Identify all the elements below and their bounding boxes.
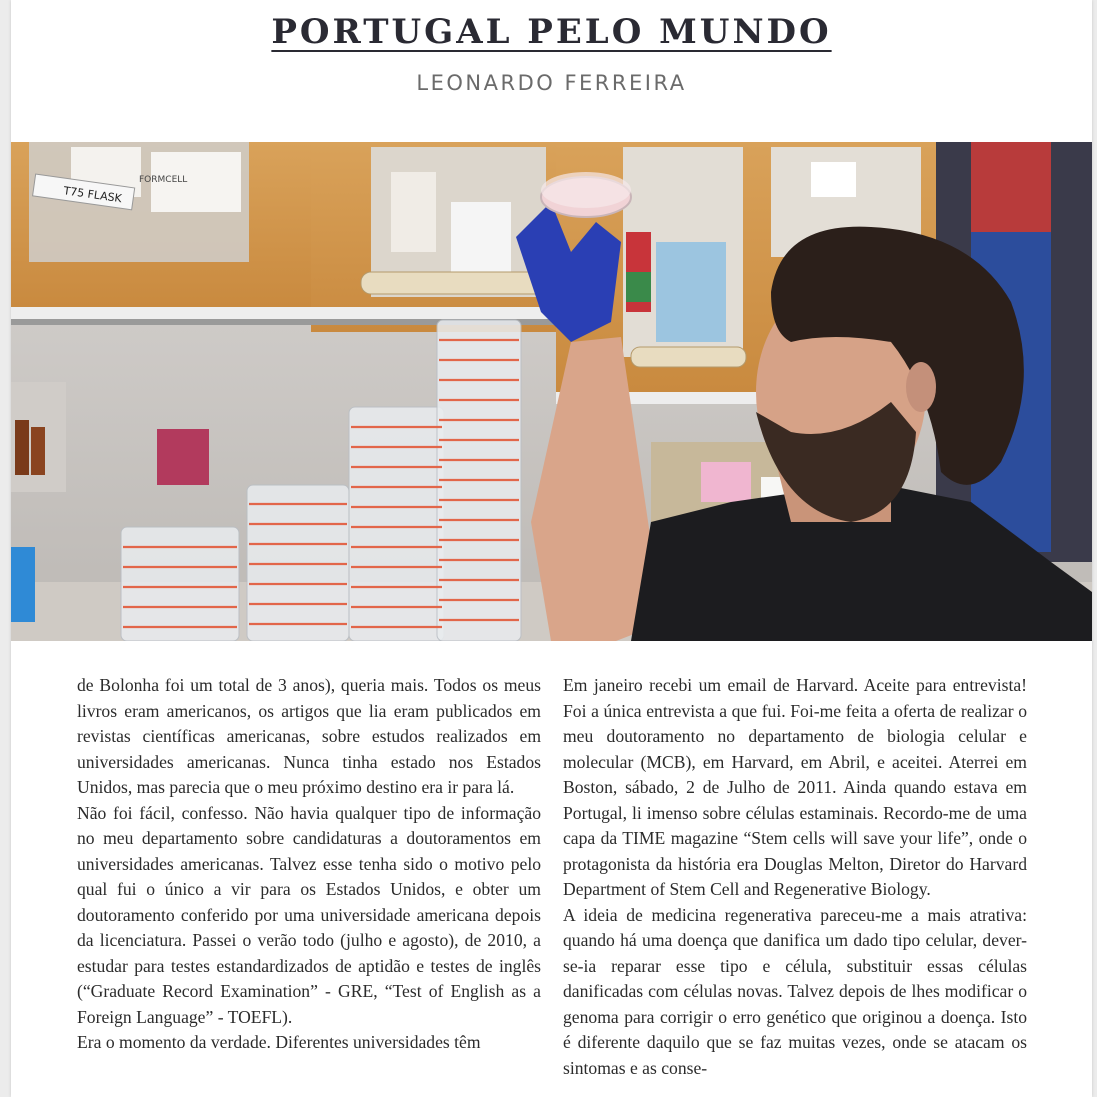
paragraph: de Bolonha foi um total de 3 anos), queria mais. Todos os meus livros eram americanos, os artigos que lia eram publicados em revistas científicas americanas, sobre estudos realizados em universidades americanas. Nunca tinha estado nos Estados Unidos, mas parecia que o meu próximo destino era ir para lá. <box>77 675 541 797</box>
label-bottle-text: FORMCELL <box>139 175 188 185</box>
article-column-right <box>563 673 1027 1081</box>
paragraph: Não foi fácil, confesso. Não havia qualquer tipo de informação no meu departamento sobre candidaturas a doutoramentos em universidades americanas. Talvez esse tenha sido o motivo pelo qual fui o único a vir para os Estados Unidos, e obter um doutoramento conferido por uma universidade americana depois da licenciatura. Passei o verão todo (julho e agosto), de 2010, a estudar para testes estandardizados de aptidão e testes de inglês (“Graduate Record Examination” - GRE, “Test of English as a Foreign Language” - TOEFL). <box>77 802 541 1027</box>
lab-photo <box>11 142 1092 641</box>
page-title <box>11 12 1092 52</box>
paragraph: Em janeiro recebi um email de Harvard. Aceite para entrevista! Foi a única entrevista a que fui. Foi-me feita a oferta de realizar o meu doutoramento no departamento de biologia celular e molecular (MCB), em Harvard, em Abril, e aceitei. Aterrei em Boston, sábado, 2 de Julho de 2011. Ainda quando estava em Portugal, li imenso sobre células estaminais. Recordo-me de uma capa da TIME magazine “Stem cells will save your life”, onde o protagonista da história era Douglas Melton, Diretor do Harvard Department of Stem Cell and Regenerative Biology. <box>563 675 1027 899</box>
paragraph: A ideia de medicina regenerativa pareceu-me a mais atrativa: quando há uma doença que danifica um dado tipo celular, dever-se-ia reparar esse tipo e célula, substituir essas células danificadas com células novas. Talvez depois de lhes modificar o genoma para corrigir o erro genético que originou a doença. Isto é diferente daquilo que se faz muitas vezes, onde se atacam os sintomas e as conse- <box>563 904 1027 1078</box>
paragraph: Era o momento da verdade. Diferentes universidades têm <box>77 1032 481 1052</box>
label-flask-text: T75 FLASK <box>62 184 123 206</box>
wall-note <box>157 429 209 485</box>
article-column-left <box>77 673 541 1056</box>
magazine-page <box>11 0 1092 1097</box>
title-text: PORTUGAL PELO MUNDO <box>271 12 832 52</box>
author-name: LEONARDO FERREIRA <box>416 71 687 95</box>
ear <box>906 362 936 412</box>
